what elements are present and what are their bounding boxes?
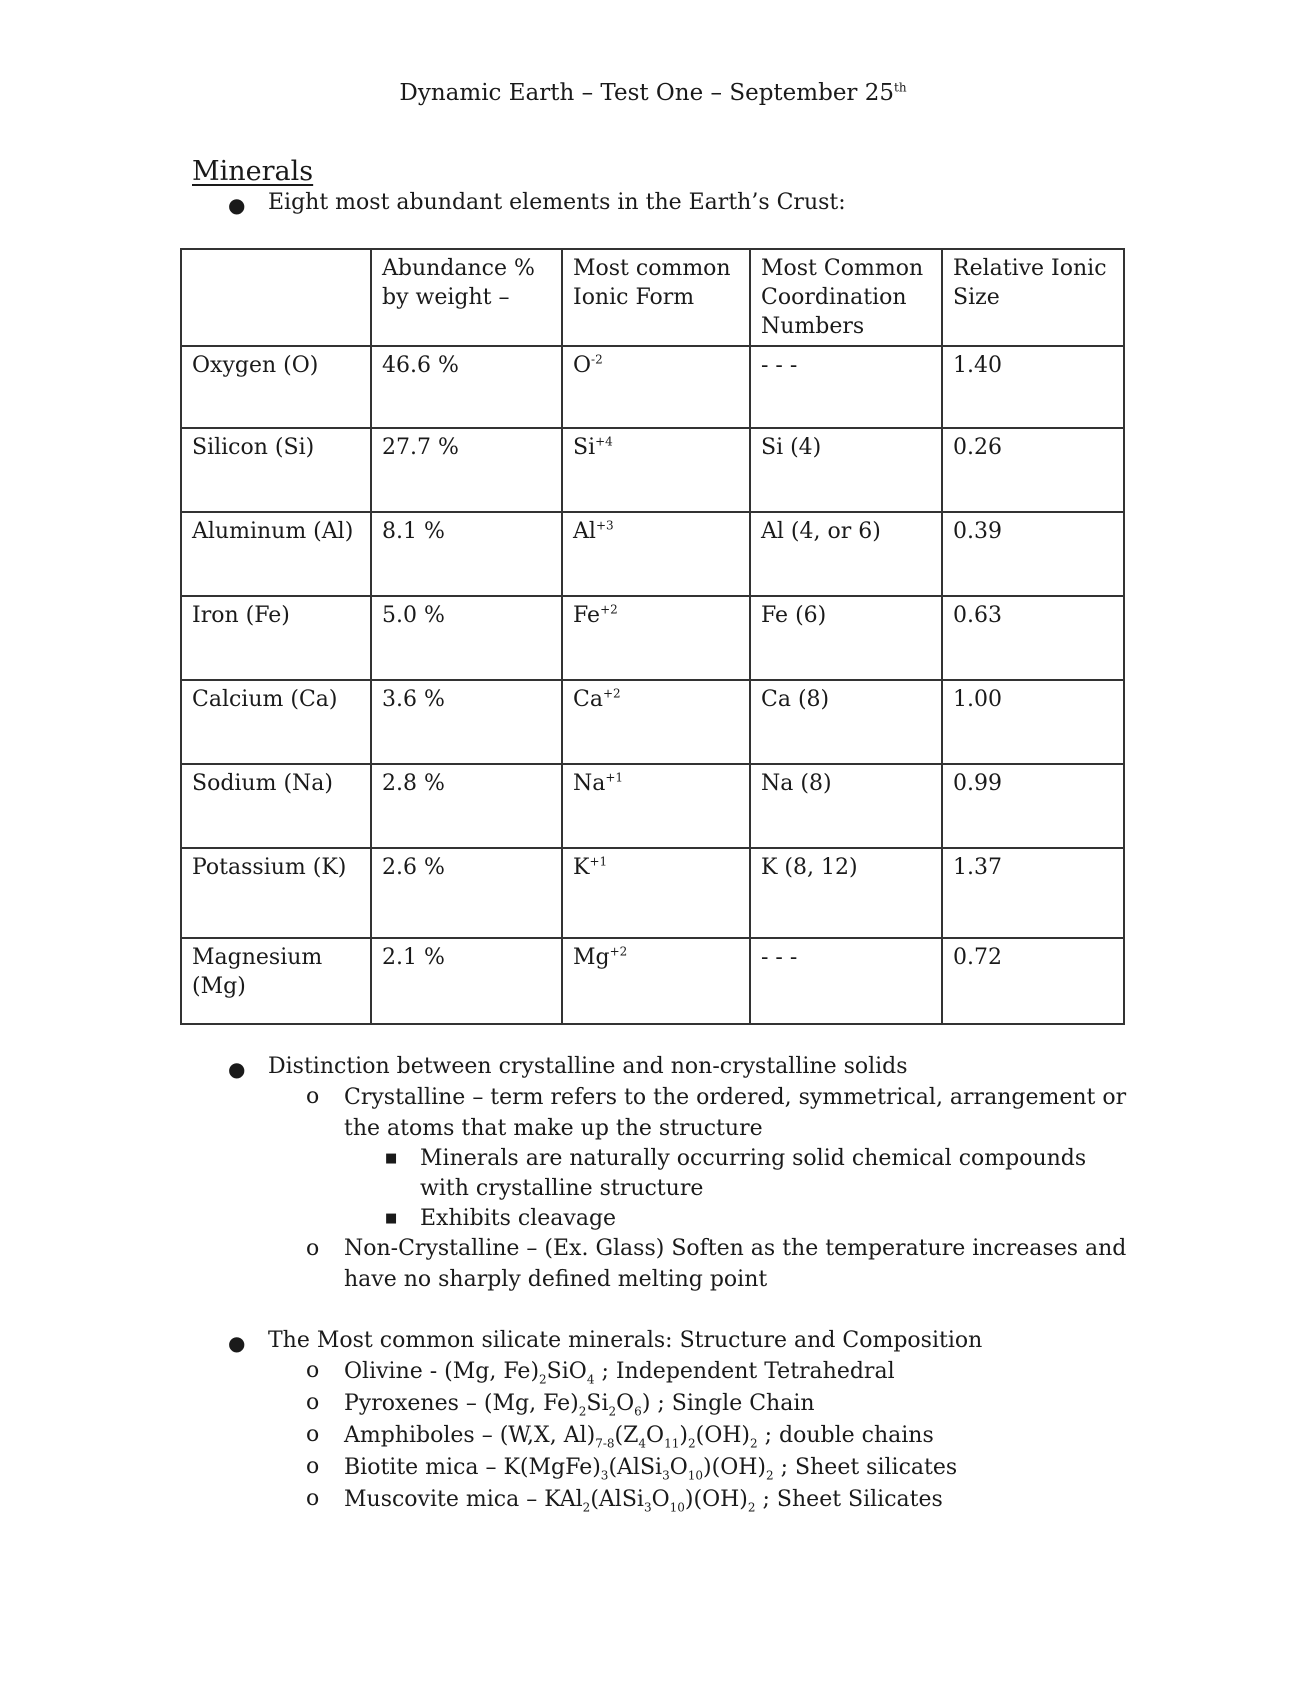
- table-row: Aluminum (Al) 8.1 % $Al^{+3}$ Al (4, or 6) 0.39: [181, 512, 1124, 596]
- table-row: Iron (Fe) 5.0 % $Fe^{+2}$ Fe (6) 0.63: [181, 596, 1124, 680]
- crystalline-line-2: the atoms that make up the structure: [344, 1116, 763, 1141]
- bullet-circle-icon: o: [306, 1358, 320, 1383]
- minerals-line-1: Minerals are naturally occurring solid chemical compounds: [420, 1146, 1087, 1171]
- bullet-circle-icon: o: [306, 1084, 320, 1109]
- bullet-dot-icon: ●: [228, 1057, 246, 1081]
- section-heading: Minerals: [192, 156, 314, 187]
- bullet-square-icon: ■: [385, 1151, 398, 1166]
- pyroxenes-line: Pyroxenes – (Mg, $Fe)_2Si_2O_6$) ; Single Chain: [344, 1391, 815, 1419]
- noncrystalline-line-2: have no sharply defined melting point: [344, 1267, 768, 1292]
- muscovite-line: Muscovite mica – $KAl_2(AlSi_3O_{10})(OH)_2$ ; Sheet Silicates: [344, 1487, 943, 1515]
- table-header-row: [181, 249, 1124, 346]
- elements-table: [180, 248, 1125, 1025]
- intro-bullet-text: Eight most abundant elements in the Earth’s Crust:: [268, 190, 846, 215]
- amphiboles-line: Amphiboles – (W,X, $Al)_{7-8}(Z_4O_{11})_2(OH)_2$ ; double chains: [344, 1423, 934, 1451]
- bullet-circle-icon: o: [306, 1486, 320, 1511]
- noncrystalline-line-1: Non-Crystalline – (Ex. Glass) Soften as the temperature increases and: [344, 1236, 1127, 1261]
- table-row: Silicon (Si) 27.7 % $Si^{+4}$ Si (4) 0.26: [181, 428, 1124, 512]
- header-ionic-form: Most common Ionic Form: [562, 249, 750, 346]
- table-row: Sodium (Na) 2.8 % $Na^{+1}$ Na (8) 0.99: [181, 764, 1124, 848]
- page-title: Dynamic Earth – Test One – September 25th: [399, 80, 907, 106]
- table-row: Oxygen (O) 46.6 % $O^{-2}$ - - - 1.40: [181, 346, 1124, 428]
- header-coordination: Most Common Coordination Numbers: [750, 249, 942, 346]
- bullet-dot-icon: ●: [228, 193, 246, 217]
- bullet-circle-icon: o: [306, 1236, 320, 1261]
- table-row: Magnesium (Mg) 2.1 % $Mg^{+2}$ - - - 0.72: [181, 938, 1124, 1024]
- minerals-line-2: with crystalline structure: [420, 1176, 704, 1201]
- bullet-dot-icon: ●: [228, 1331, 246, 1355]
- header-element: [181, 249, 371, 346]
- olivine-line: Olivine - (Mg, $Fe)_2SiO_4$ ; Independent Tetrahedral: [344, 1359, 895, 1387]
- cleavage-line: Exhibits cleavage: [420, 1206, 617, 1231]
- header-ionic-size: Relative Ionic Size: [942, 249, 1124, 346]
- bullet-circle-icon: o: [306, 1454, 320, 1479]
- biotite-line: Biotite mica – $K(MgFe)_3(AlSi_3O_{10})(OH)_2$ ; Sheet silicates: [344, 1455, 958, 1483]
- table-row: Calcium (Ca) 3.6 % $Ca^{+2}$ Ca (8) 1.00: [181, 680, 1124, 764]
- bullet-circle-icon: o: [306, 1390, 320, 1415]
- crystal-bullet-text: Distinction between crystalline and non-crystalline solids: [268, 1054, 908, 1079]
- bullet-circle-icon: o: [306, 1422, 320, 1447]
- title-superscript: th: [894, 80, 907, 95]
- table-row: Potassium (K) 2.6 % $K^{+1}$ K (8, 12) 1.37: [181, 848, 1124, 938]
- silicates-bullet-text: The Most common silicate minerals: Structure and Composition: [268, 1328, 983, 1353]
- header-abundance: Abundance % by weight –: [371, 249, 562, 346]
- bullet-square-icon: ■: [385, 1211, 398, 1226]
- crystalline-line-1: Crystalline – term refers to the ordered, symmetrical, arrangement or: [344, 1085, 1127, 1110]
